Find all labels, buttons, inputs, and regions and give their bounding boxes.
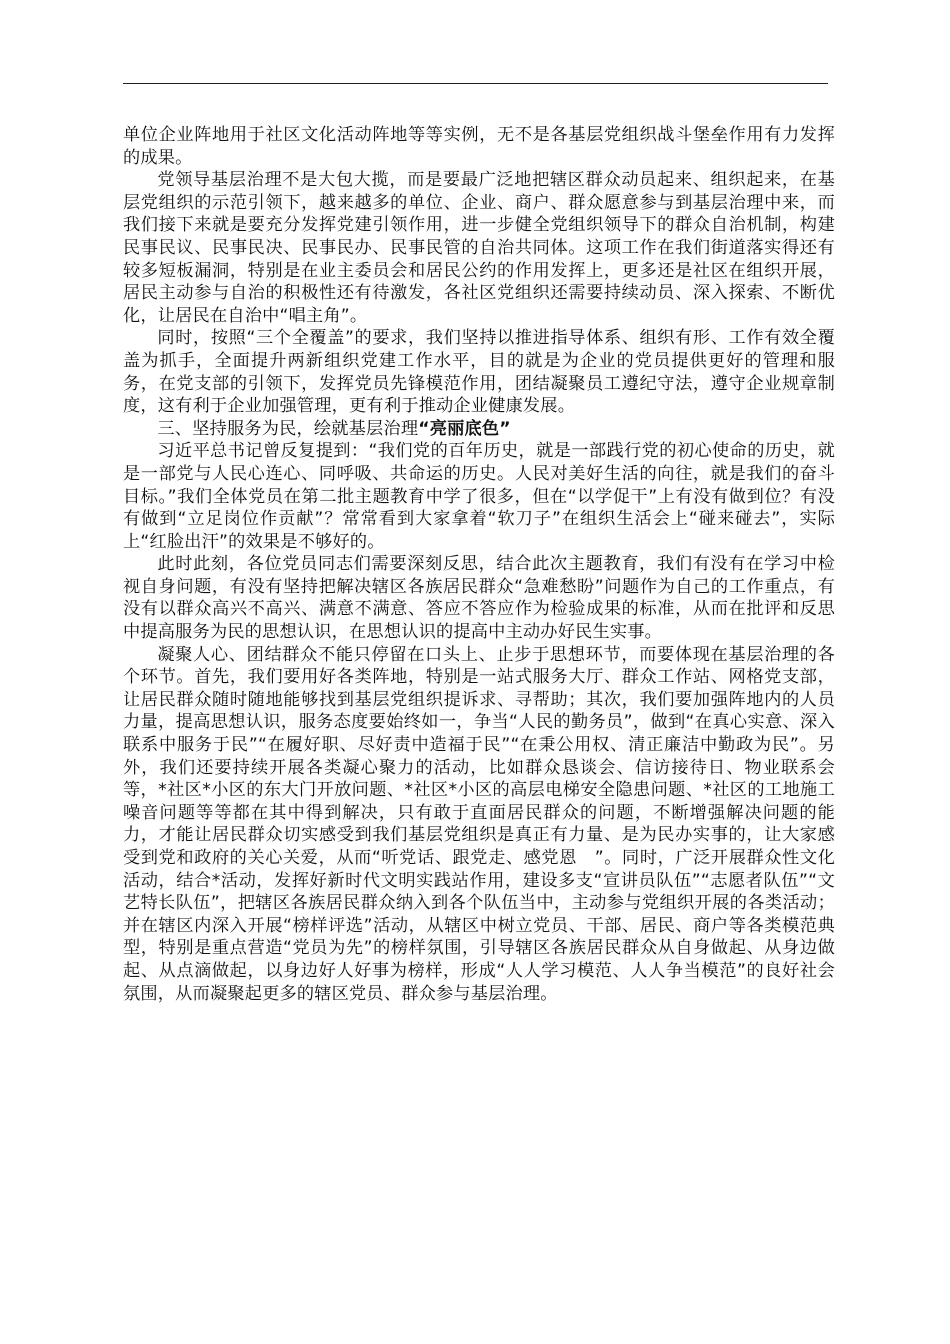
document-body xyxy=(123,124,835,1005)
paragraph-quote: 习近平总书记曾反复提到：“我们党的百年历史，就是一部践行党的初心使命的历史，就是一部党与人民心连心、同呼吸、共命运的历史。人民对美好生活的向往，就是我们的奋斗目标。”我们全体党员在第二批主题教育中学了很多，但在“以学促干”上有没有做到位？有没有做到“立足岗位作贡献”？常常看到大家拿着“软刀子”在组织生活会上“碰来碰去”，实际上“红脸出汗”的效果是不够好的。 xyxy=(123,441,835,552)
paragraph-cohesion: 凝聚人心、团结群众不能只停留在口头上、止步于思想环节，而要体现在基层治理的各个环节。首先，我们要用好各类阵地，特别是一站式服务大厅、群众工作站、网格党支部，让居民群众随时随地能够找到基层党组织提诉求、寻帮助；其次，我们要加强阵地内的人员力量，提高思想认识，服务态度要始终如一，争当“人民的勤务员”，做到“在真心实意、深入联系中服务于民”“在履好职、尽好责中造福于民”“在秉公用权、清正廉洁中勤政为民”。另外，我们还要持续开展各类凝心聚力的活动，比如群众恳谈会、信访接待日、物业联系会等，*社区*小区的东大门开放问题、*社区*小区的高层电梯安全隐患问题、*社区的工地施工噪音问题等等都在其中得到解决，只有敢于直面居民群众的问题，不断增强解决问题的能力，才能让居民群众切实感受到我们基层党组织是真正有力量、是为民办实事的，让大家感受到党和政府的关心关爱，从而“听党话、跟党走、感党恩 ”。同时，广泛开展群众性文化活动，结合*活动，发挥好新时代文明实践站作用，建设多支“宣讲员队伍”“志愿者队伍”“文艺特长队伍”，把辖区各族居民群众纳入到各个队伍当中，主动参与党组织开展的各类活动；并在辖区内深入开展“榜样评选”活动，从辖区中树立党员、干部、居民、商户等各类模范典型，特别是重点营造“党员为先”的榜样氛围，引导辖区各族居民群众从自身做起、从身边做起、从点滴做起，以身边好人好事为榜样，形成“人人学习模范、人人争当模范”的良好社会氛围，从而凝聚起更多的辖区党员、群众参与基层治理。 xyxy=(123,644,835,1004)
section-heading xyxy=(123,418,835,441)
section-heading-text: 三、坚持服务为民，绘就基层治理 xyxy=(157,418,419,439)
paragraph-reflection: 此时此刻，各位党员同志们需要深刻反思，结合此次主题教育，我们有没有在学习中检视自身问题，有没有坚持把解决辖区各族居民群众“急难愁盼”问题作为自己的工作重点，有没有以群众高兴不高兴、满意不满意、答应不答应作为检验成果的标准，从而在批评和反思中提高服务为民的思想认识，在思想认识的提高中主动办好民生实事。 xyxy=(123,554,835,643)
paragraph-self-governance: 党领导基层治理不是大包大揽，而是要最广泛地把辖区群众动员起来、组织起来，在基层党组织的示范引领下，越来越多的单位、企业、商户、群众愿意参与到基层治理中来，而我们接下来就是要充分发挥党建引领作用，进一步健全党组织领导下的群众自治机制，构建民事民议、民事民决、民事民办、民事民管的自治共同体。这项工作在我们街道落实得还有较多短板漏洞，特别是在业主委员会和居民公约的作用发挥上，更多还是社区在组织开展，居民主动参与自治的积极性还有待激发，各社区党组织还需要持续动员、深入探索、不断优化，让居民在自治中“唱主角”。 xyxy=(123,170,835,326)
section-heading-emphasis: “亮丽底色” xyxy=(418,418,511,439)
paragraph-continuation: 单位企业阵地用于社区文化活动阵地等等实例，无不是各基层党组织战斗堡垒作用有力发挥的成果。 xyxy=(123,125,835,168)
paragraph-three-coverages: 同时，按照“三个全覆盖”的要求，我们坚持以推进指导体系、组织有形、工作有效全覆盖为抓手，全面提升两新组织党建工作水平，目的就是为企业的党员提供更好的管理和服务，在党支部的引领下，发挥党员先锋模范作用，团结凝聚员工遵纪守法，遵守企业规章制度，这有利于企业加强管理，更有利于推动企业健康发展。 xyxy=(123,328,835,417)
header-rule xyxy=(123,83,828,84)
